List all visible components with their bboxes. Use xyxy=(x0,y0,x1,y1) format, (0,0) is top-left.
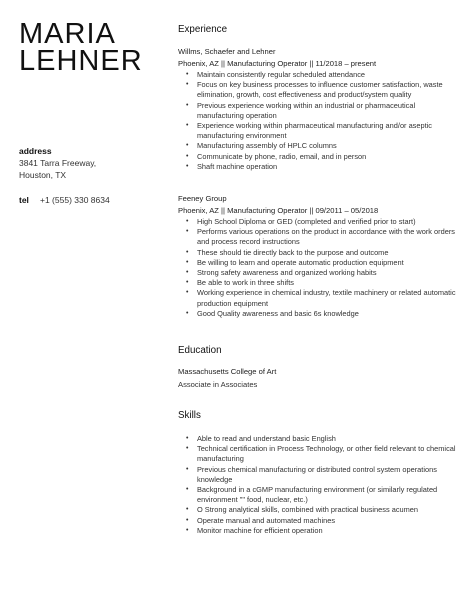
job-entry xyxy=(178,47,464,172)
bullet-icon: • xyxy=(186,122,189,130)
tel-label: tel xyxy=(19,195,29,205)
list-item: • Be willing to learn and operate automatic production equipment xyxy=(186,257,404,267)
list-item: • Working experience in chemical industry, textile machinery or related automatic production equipment xyxy=(186,288,456,308)
list-item: • Communicate by phone, radio, email, and in person xyxy=(186,151,367,161)
bullet-icon: • xyxy=(186,486,189,494)
bullet-icon: • xyxy=(186,289,189,297)
bullet-icon: • xyxy=(186,526,189,534)
candidate-name xyxy=(19,18,143,77)
bullet-icon: • xyxy=(186,258,189,266)
bullet-icon: • xyxy=(186,465,189,473)
address-line-2: Houston, TX xyxy=(19,169,67,180)
address-label: address xyxy=(19,146,52,156)
bullet-icon: • xyxy=(186,516,189,524)
list-item: • Monitor machine for efficient operation xyxy=(186,525,323,535)
list-item: • Previous chemical manufacturing or distributed control system operations knowledge xyxy=(186,464,437,484)
list-item: • Be able to work in three shifts xyxy=(186,278,294,288)
skills-entry xyxy=(178,433,464,536)
job-bullets xyxy=(178,217,464,319)
bullet-icon: • xyxy=(186,248,189,256)
bullet-icon: • xyxy=(186,81,189,89)
bullet-icon: • xyxy=(186,218,189,225)
list-item: • These should tie directly back to the purpose and outcome xyxy=(186,247,389,257)
list-item: • Operate manual and automated machines xyxy=(186,515,336,525)
address-line-1: 3841 Tarra Freeway, xyxy=(19,158,97,168)
list-item: • Technical certification in Process Technology, or other field relevant to chemical manufacturing xyxy=(186,444,456,464)
job-company: Feeney Group xyxy=(178,194,227,203)
skills-heading: Skills xyxy=(178,410,201,421)
job-company: Willms, Schaefer and Lehner xyxy=(178,47,276,56)
list-item: • Able to read and understand basic English xyxy=(186,434,336,443)
list-item: • Performs various operations on the product in accordance with the work orders and process record instructions xyxy=(186,227,455,247)
list-item: • Background in a cGMP manufacturing environment (or similarly regulated environment "" food, nuclear, etc.) xyxy=(186,485,438,505)
bullet-icon: • xyxy=(186,506,189,514)
bullet-icon: • xyxy=(186,269,189,277)
education-heading: Education xyxy=(178,345,222,356)
tel-value: +1 (555) 330 8634 xyxy=(40,195,110,205)
bullet-icon: • xyxy=(186,162,189,170)
experience-heading: Experience xyxy=(178,24,228,35)
degree-name: Associate in Associates xyxy=(178,380,258,389)
skills-list xyxy=(178,434,464,536)
job-bullets xyxy=(178,70,464,172)
bullet-icon: • xyxy=(186,142,189,150)
bullet-icon: • xyxy=(186,101,189,109)
list-item: • Previous experience working within an industrial or pharmaceutical manufacturing operation xyxy=(186,100,416,120)
education-entry xyxy=(178,367,464,390)
list-item: • High School Diploma or GED (completed and verified prior to start) xyxy=(186,217,416,226)
first-name: MARIA xyxy=(19,18,116,50)
job-role: Phoenix, AZ || Manufacturing Operator || 09/2011 – 05/2018 xyxy=(178,206,379,215)
school-name: Massachusetts College of Art xyxy=(178,367,277,376)
list-item: • Maintain consistently regular scheduled attendance xyxy=(186,70,366,79)
list-item: • Strong safety awareness and organized working habits xyxy=(186,268,377,278)
bullet-icon: • xyxy=(186,445,189,453)
bullet-icon: • xyxy=(186,435,189,442)
bullet-icon: • xyxy=(186,309,189,317)
bullet-icon: • xyxy=(186,71,189,78)
list-item: • Focus on key business processes to influence customer satisfaction, waste elimination, growth, cost effectiveness and product/system quality xyxy=(186,80,443,100)
bullet-icon: • xyxy=(186,152,189,160)
list-item: • O Strong analytical skills, combined with practical business acumen xyxy=(186,505,418,515)
job-entry xyxy=(178,194,464,319)
bullet-icon: • xyxy=(186,228,189,236)
address-value xyxy=(19,158,96,181)
list-item: • Good Quality awareness and basic 6s knowledge xyxy=(186,308,359,318)
last-name: LEHNER xyxy=(19,45,143,77)
list-item: • Experience working within pharmaceutical manufacturing and/or aseptic manufacturing environment xyxy=(186,121,432,141)
list-item: • Shaft machine operation xyxy=(186,161,278,171)
list-item: • Manufacturing assembly of HPLC columns xyxy=(186,141,337,151)
bullet-icon: • xyxy=(186,279,189,287)
job-role: Phoenix, AZ || Manufacturing Operator || 11/2018 – present xyxy=(178,59,377,68)
